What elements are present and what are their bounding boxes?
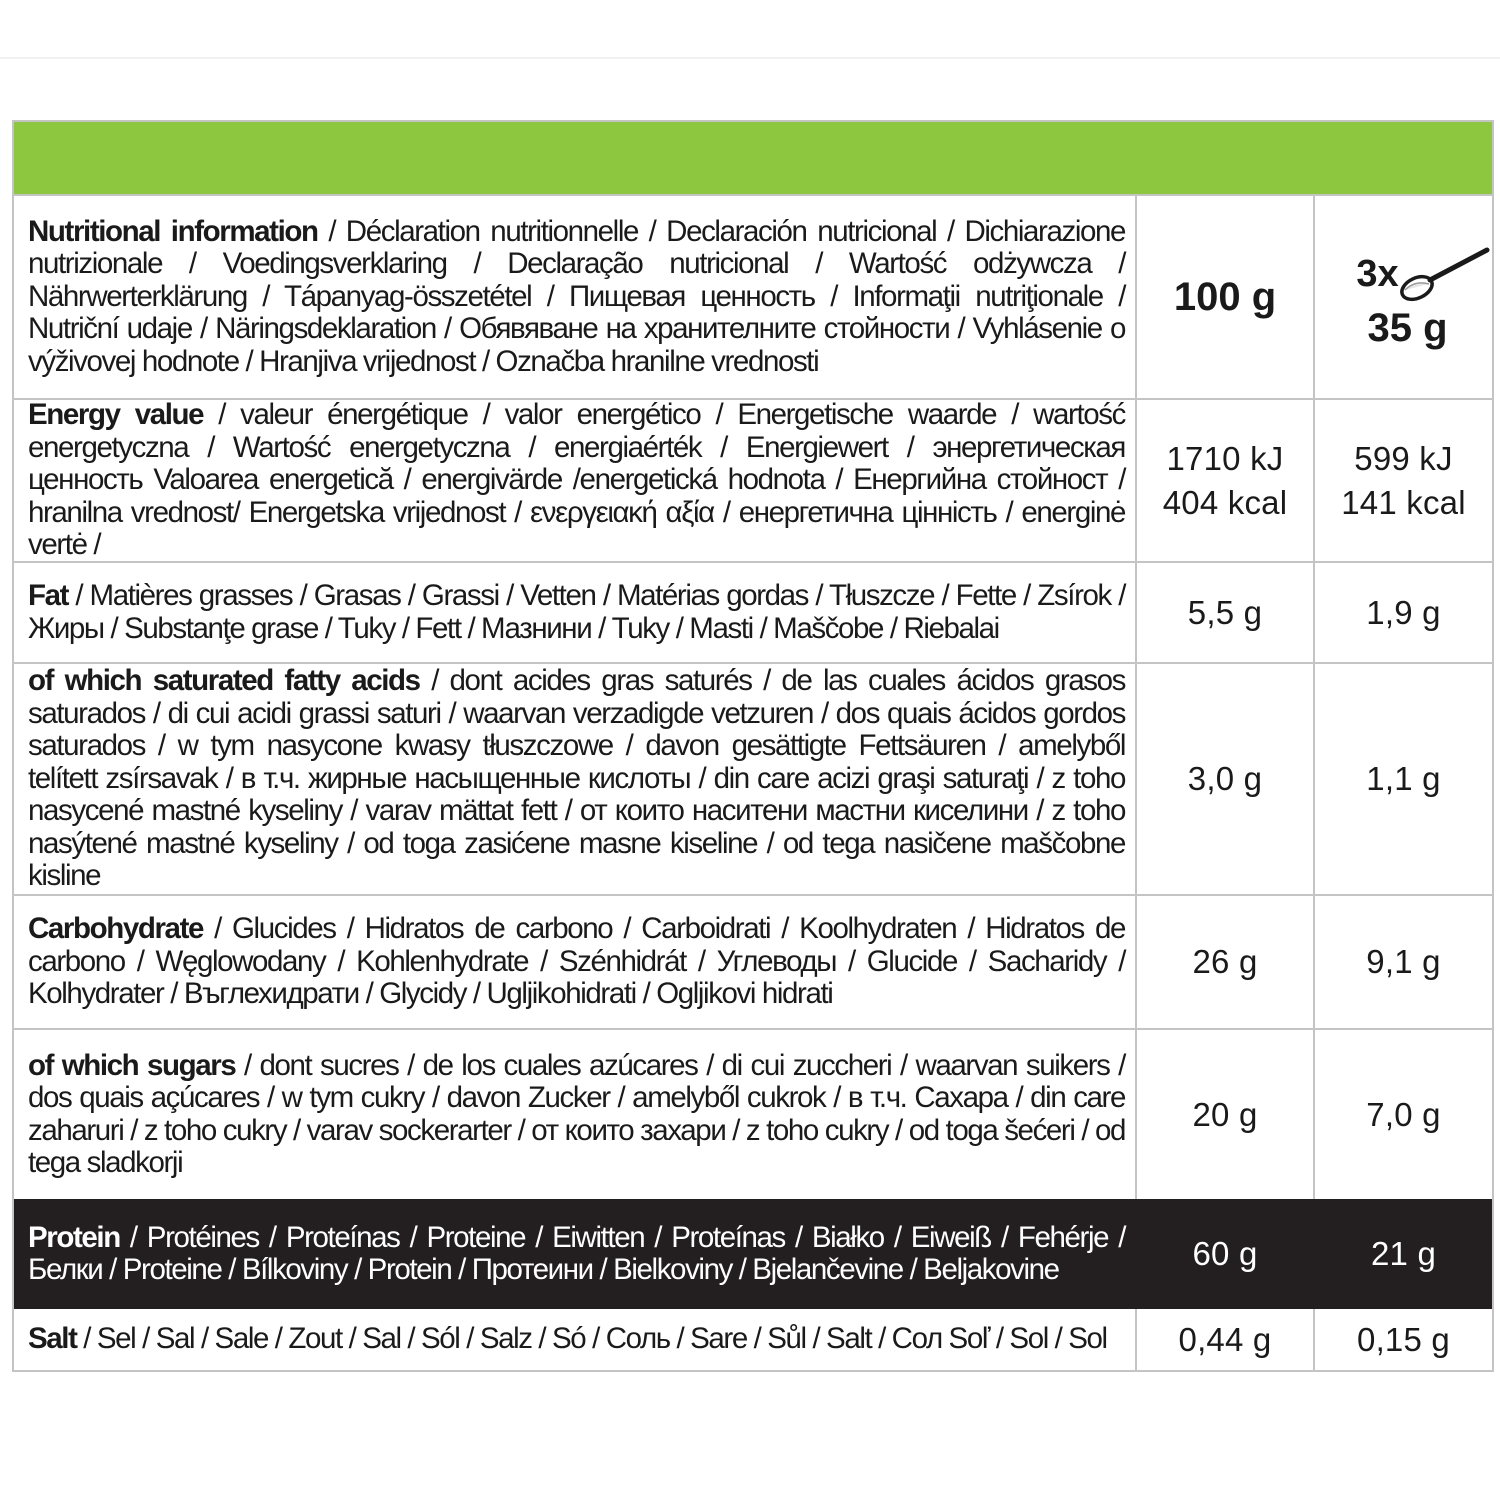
table-header-row (14, 194, 1492, 398)
top-divider (0, 57, 1500, 59)
table-row-sugars (14, 1028, 1492, 1199)
energy-per-100g: 1710 kJ 404 kcal (1162, 439, 1288, 521)
table-row-fat (14, 561, 1492, 662)
protein-per-100g: 60 g (1192, 1235, 1258, 1272)
salt-label: Salt / Sel / Sal / Sale / Zout / Sal / Sól / Salz / Só / Соль / Sare / Sůl / Salt / Сол Soľ / Sol / Sol (28, 1322, 1107, 1356)
serving-multiplier: 3x (1356, 253, 1399, 295)
protein-label: Protein / Protéines / Proteínas / Proteine / Eiwitten / Proteínas / Białko / Eiweiß / Fehérje / Белки / Proteine / Bílkoviny / Protein / Протеини / Bielkoviny / Bjelančevine / Beljakovine (28, 1220, 1125, 1286)
carbohydrate-label: Carbohydrate / Glucides / Hidratos de carbono / Carboidrati / Koolhydraten / Hidratos de carbono / Węglowodany / Kohlenhydrate / Szénhidrát / Углеводы / Glucide / Sacharidy / Kolhydrater / Въглехидрати / Glycidy / Ugljikohidrati / Ogljikovi hidrati (28, 912, 1125, 1011)
table-row-salt (14, 1307, 1492, 1370)
sugars-per-100g: 20 g (1192, 1095, 1258, 1133)
protein-per-serving: 21 g (1370, 1235, 1437, 1272)
nutrition-table (12, 120, 1494, 1372)
salt-per-100g: 0,44 g (1178, 1320, 1272, 1358)
saturated-fat-per-100g: 3,0 g (1187, 760, 1263, 797)
saturated-fat-label: of which saturated fatty acids / dont acides gras saturés / de las cuales ácidos grasos saturados / di cui acidi grassi saturi / waarvan verzadigde vetzuren / dos quais ácidos gordos saturados / w tym nasycone kwasy tłuszczowe / davon gesättigte Fettsäuren / amelyből telített zsírsavak / в т.ч. жирные насыщенные кислоты / din care acizi graşi saturaţi / z toho nasycené mastné kyseliny / varav mättat fett / от които наситени мастни киселини / z toho nasýtené mastné kyseliny / od toga zasićene masne kiseline / od tega nasičene maščobne kisline (28, 664, 1125, 893)
sugars-label: of which sugars / dont sucres / de los cuales azúcares / di cui zuccheri / waarvan suikers / dos quais açúcares / w tym cukry / davon Zucker / amelyből cukrok / в т.ч. Caxapa / din care zaharuri / z toho cukry / varav sockerarter / от които захари / z toho cukry / od toga šećeri / od tega sladkorji (28, 1048, 1125, 1179)
fat-per-serving: 1,9 g (1366, 593, 1441, 631)
scoop-icon (1399, 244, 1491, 306)
table-row-energy (14, 398, 1492, 561)
energy-label: Energy value / valeur énergétique / valor energético / Energetische waarde / wartość energetyczna / Wartość energetyczna / energiaérték / Energiewert / энергетическая ценность Valoarea energetică / energivärde /energetická hodnota / Енергийна стойност / hranilna vrednost/ Energetska vrijednost / ενεργειακή αξία / енергетична цінність / energinė vertė / (28, 398, 1125, 562)
table-row-carbohydrate (14, 894, 1492, 1028)
table-row-saturated-fat (14, 662, 1492, 894)
serving-amount: 35 g (1367, 305, 1448, 350)
fat-per-100g: 5,5 g (1187, 593, 1263, 631)
table-row-protein (14, 1199, 1492, 1307)
carbohydrate-per-serving: 9,1 g (1366, 943, 1441, 980)
energy-per-serving: 599 kJ 141 kcal (1341, 439, 1466, 521)
per-serving-header (1316, 244, 1490, 351)
sugars-per-serving: 7,0 g (1366, 1095, 1441, 1133)
carbohydrate-per-100g: 26 g (1192, 943, 1258, 980)
saturated-fat-per-serving: 1,1 g (1366, 760, 1441, 797)
salt-per-serving: 0,15 g (1357, 1320, 1450, 1358)
green-header-bar (14, 122, 1492, 194)
nutritional-information-label: Nutritional information / Déclaration nutritionnelle / Declaración nutricional / Dichiarazione nutrizionale / Voedingsverklaring / Declaração nutricional / Wartość odżywcza / Nährwerterklärung / Tápanyag-összetétel / Пищевая ценность / Informaţii nutriţionale / Nutriční udaje / Näringsdeklaration / Обявяване на хранителните стойности / Vyhlásenie o výživovej hodnote / Hranjiva vrijednost / Označba hranilne vrednosti (28, 214, 1126, 378)
fat-label: Fat / Matières grasses / Grasas / Grassi / Vetten / Matérias gordas / Tłuszcze / Fette / Zsírok / Жиры / Substanţe grase / Tuky / Fett / Мазнини / Tuky / Masti / Maščobe / Riebalai (28, 579, 1125, 645)
per-100g-header: 100 g (1173, 274, 1277, 319)
